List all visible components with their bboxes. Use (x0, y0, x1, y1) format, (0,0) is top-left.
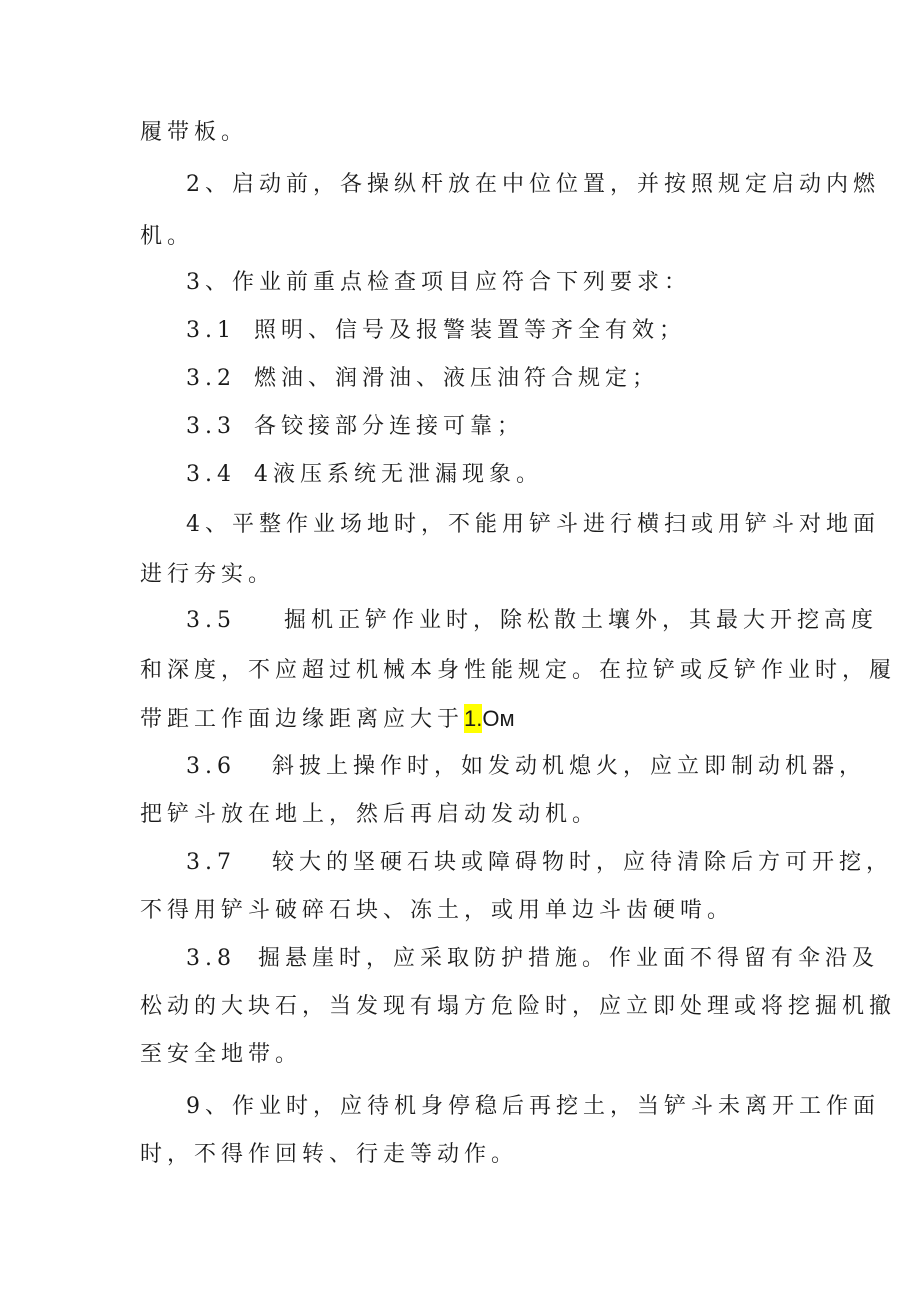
paragraph-line (140, 1140, 790, 1170)
line-text: 履带板。 (140, 120, 249, 145)
line-text: 2、启动前，各操纵杆放在中位位置，并按照规定启动内燃 (186, 172, 880, 197)
paragraph-line (140, 992, 897, 1022)
line-text: 燃油、润滑油、液压油符合规定； (254, 366, 660, 391)
item-number: 3.2 (186, 366, 236, 391)
line-text: 掘机正铲作业时，除松散土壤外，其最大开挖高度 (284, 608, 879, 633)
line-text: 时，不得作回转、行走等动作。 (140, 1142, 519, 1167)
item-number: 3.3 (186, 414, 236, 439)
paragraph-line (140, 222, 790, 252)
line-text: 不得用铲斗破碎石块、冻土，或用单边斗齿硬啃。 (140, 898, 735, 923)
list-item (186, 460, 836, 490)
paragraph-line (186, 170, 880, 200)
item-number: 3.7 (186, 850, 236, 875)
line-text: 把铲斗放在地上，然后再启动发动机。 (140, 802, 600, 827)
item-number: 3.5 (186, 608, 236, 633)
paragraph-line (140, 656, 897, 686)
unit-text: Oм (482, 706, 515, 731)
list-item (186, 752, 867, 782)
line-text: 松动的大块石，当发现有塌方危险时，应立即处理或将挖掘机撤 (140, 994, 897, 1019)
list-item (186, 412, 836, 442)
list-item (186, 316, 836, 346)
list-item (186, 944, 880, 974)
line-text: 掘悬崖时，应采取防护措施。作业面不得留有伞沿及 (258, 946, 880, 971)
line-text: 各铰接部分连接可靠； (254, 414, 525, 439)
line-text: 带距工作面边缘距离应大于 (140, 707, 465, 732)
line-text: 4液压系统无泄漏现象。 (254, 462, 543, 487)
line-text: 9、作业时，应待机身停稳后再挖土，当铲斗未离开工作面 (186, 1094, 880, 1119)
paragraph-line (140, 704, 790, 735)
paragraph-line (186, 268, 836, 298)
paragraph-line (140, 560, 790, 590)
list-item (186, 848, 894, 878)
line-text: 至安全地带。 (140, 1042, 303, 1067)
paragraph-line (186, 510, 880, 540)
line-text: 进行夯实。 (140, 562, 276, 587)
paragraph-line (186, 1092, 880, 1122)
item-number: 3.1 (186, 318, 236, 343)
line-text: 3、作业前重点检查项目应符合下列要求： (186, 270, 691, 295)
paragraph-line (140, 1040, 790, 1070)
line-text: 和深度，不应超过机械本身性能规定。在拉铲或反铲作业时，履 (140, 658, 897, 683)
item-number: 3.6 (186, 754, 236, 779)
paragraph-line (140, 896, 790, 926)
line-text: 4、平整作业场地时，不能用铲斗进行横扫或用铲斗对地面 (186, 512, 880, 537)
highlighted-value: 1. (464, 706, 483, 731)
paragraph-line (140, 118, 790, 148)
paragraph-line (140, 800, 790, 830)
line-text: 较大的坚硬石块或障碍物时，应待清除后方可开挖， (272, 850, 894, 875)
item-number: 3.4 (186, 462, 236, 487)
line-text: 斜披上操作时，如发动机熄火，应立即制动机器， (272, 754, 867, 779)
list-item (186, 606, 879, 636)
list-item (186, 364, 836, 394)
item-number: 3.8 (186, 946, 236, 971)
line-text: 照明、信号及报警装置等齐全有效； (254, 318, 687, 343)
line-text: 机。 (140, 224, 195, 249)
